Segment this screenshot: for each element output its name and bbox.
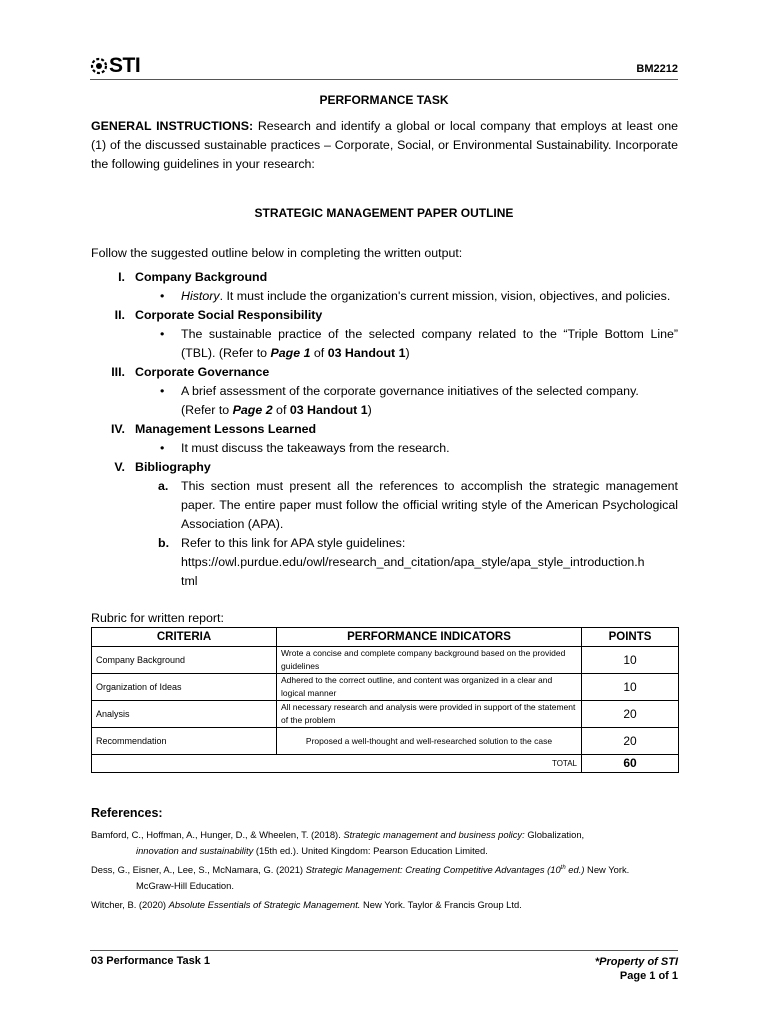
section-number: I.: [118, 270, 125, 284]
reference-item: Bamford, C., Hoffman, A., Hunger, D., & Wheelen, T. (2018). Strategic management and business policy: Globalization, innovation and sustainability (15th ed.). United Kingdom: Pearson Education Limited.: [91, 829, 585, 856]
header-points: POINTS: [582, 628, 679, 647]
general-instructions-text: Research and identify a global or local company that employs at least one (1) of the discussed sustainable practices – Corporate, Social, or Environmental Sustainability. Incorporate the following guidelines in your research:: [91, 119, 679, 171]
total-value: 60: [582, 755, 679, 773]
rubric-label: Rubric for written report:: [91, 611, 224, 625]
section-bullet: • The sustainable practice of the selected company related to the “Triple Bottom Line” (TBL). (Refer to Page 1 of 03 Handout 1): [160, 327, 678, 360]
page-number: Page 1 of 1: [619, 970, 678, 982]
references-heading: References:: [91, 806, 163, 820]
section-title: Management Lessons Learned: [135, 422, 317, 436]
follow-text: Follow the suggested outline below in completing the written output:: [91, 246, 463, 260]
section-number: IV.: [110, 422, 125, 436]
total-label: TOTAL: [92, 755, 582, 773]
section-number: V.: [114, 460, 125, 474]
section-bullet: • History. It must include the organization's current mission, vision, objectives, and policies.: [160, 289, 671, 303]
table-row: Organization of Ideas Adhered to the correct outline, and content was organized in a clear and logical manner 10: [92, 674, 679, 701]
apa-link-continued[interactable]: tml: [181, 574, 198, 588]
section-number: III.: [111, 365, 125, 379]
footer-right: [595, 955, 678, 983]
header-divider: [90, 79, 678, 80]
section-item-b: b. Refer to this link for APA style guidelines: https://owl.purdue.edu/owl/research_and_citation/apa_style/apa_style_introduction.h tml: [158, 536, 645, 588]
table-row: Analysis All necessary research and analysis were provided in support of the statement of the problem 20: [92, 701, 679, 728]
header-indicators: PERFORMANCE INDICATORS: [277, 628, 582, 647]
section-bullet: • A brief assessment of the corporate governance initiatives of the selected company. (Refer to Page 2 of 03 Handout 1): [160, 384, 639, 417]
footer-divider: [90, 950, 678, 951]
reference-item: Dess, G., Eisner, A., Lee, S., McNamara, G. (2021) Strategic Management: Creating Competitive Advantages (10th ed.) New York. McGraw-Hill Education.: [91, 864, 630, 892]
section-title: Company Background: [135, 270, 268, 284]
apa-link[interactable]: https://owl.purdue.edu/owl/research_and_citation/apa_style/apa_style_introduction.h: [181, 555, 645, 569]
outline-title: STRATEGIC MANAGEMENT PAPER OUTLINE: [254, 206, 514, 220]
outline-section-2: [91, 306, 678, 363]
footer-doc-name: 03 Performance Task 1: [91, 955, 211, 967]
header-criteria: CRITERIA: [92, 628, 277, 647]
general-instructions-label: GENERAL INSTRUCTIONS:: [91, 119, 254, 133]
table-row: Recommendation Proposed a well-thought and well-researched solution to the case 20: [92, 728, 679, 755]
page-title: PERFORMANCE TASK: [319, 93, 449, 107]
property-notice: *Property of STI: [594, 956, 678, 968]
sti-swirl-icon: [90, 56, 108, 76]
rubric-header-row: [92, 628, 679, 647]
section-title: Corporate Social Responsibility: [135, 308, 323, 322]
total-row: [92, 755, 679, 773]
section-number: II.: [114, 308, 125, 322]
logo-text: STI: [109, 54, 141, 77]
reference-item: Witcher, B. (2020) Absolute Essentials of Strategic Management. New York. Taylor & Francis Group Ltd.: [91, 899, 522, 910]
general-instructions: [91, 117, 678, 174]
outline-section-4: [91, 420, 678, 458]
sti-logo: [90, 55, 140, 77]
table-row: Company Background Wrote a concise and complete company background based on the provided guidelines 10: [92, 647, 679, 674]
section-bullet: • It must discuss the takeaways from the research.: [160, 441, 450, 455]
bullet-italic: History: [181, 289, 220, 303]
outline-section-5: [91, 458, 678, 591]
outline-section-1: [91, 268, 678, 306]
document-code: BM2212: [636, 63, 678, 75]
section-title: Corporate Governance: [135, 365, 270, 379]
section-title: Bibliography: [135, 460, 211, 474]
section-item-a: a. This section must present all the references to accomplish the strategic management paper. The entire paper must follow the official writing style of the American Psychological Association (APA).: [158, 479, 678, 531]
rubric-table: [91, 627, 679, 773]
outline-section-3: [91, 363, 678, 420]
